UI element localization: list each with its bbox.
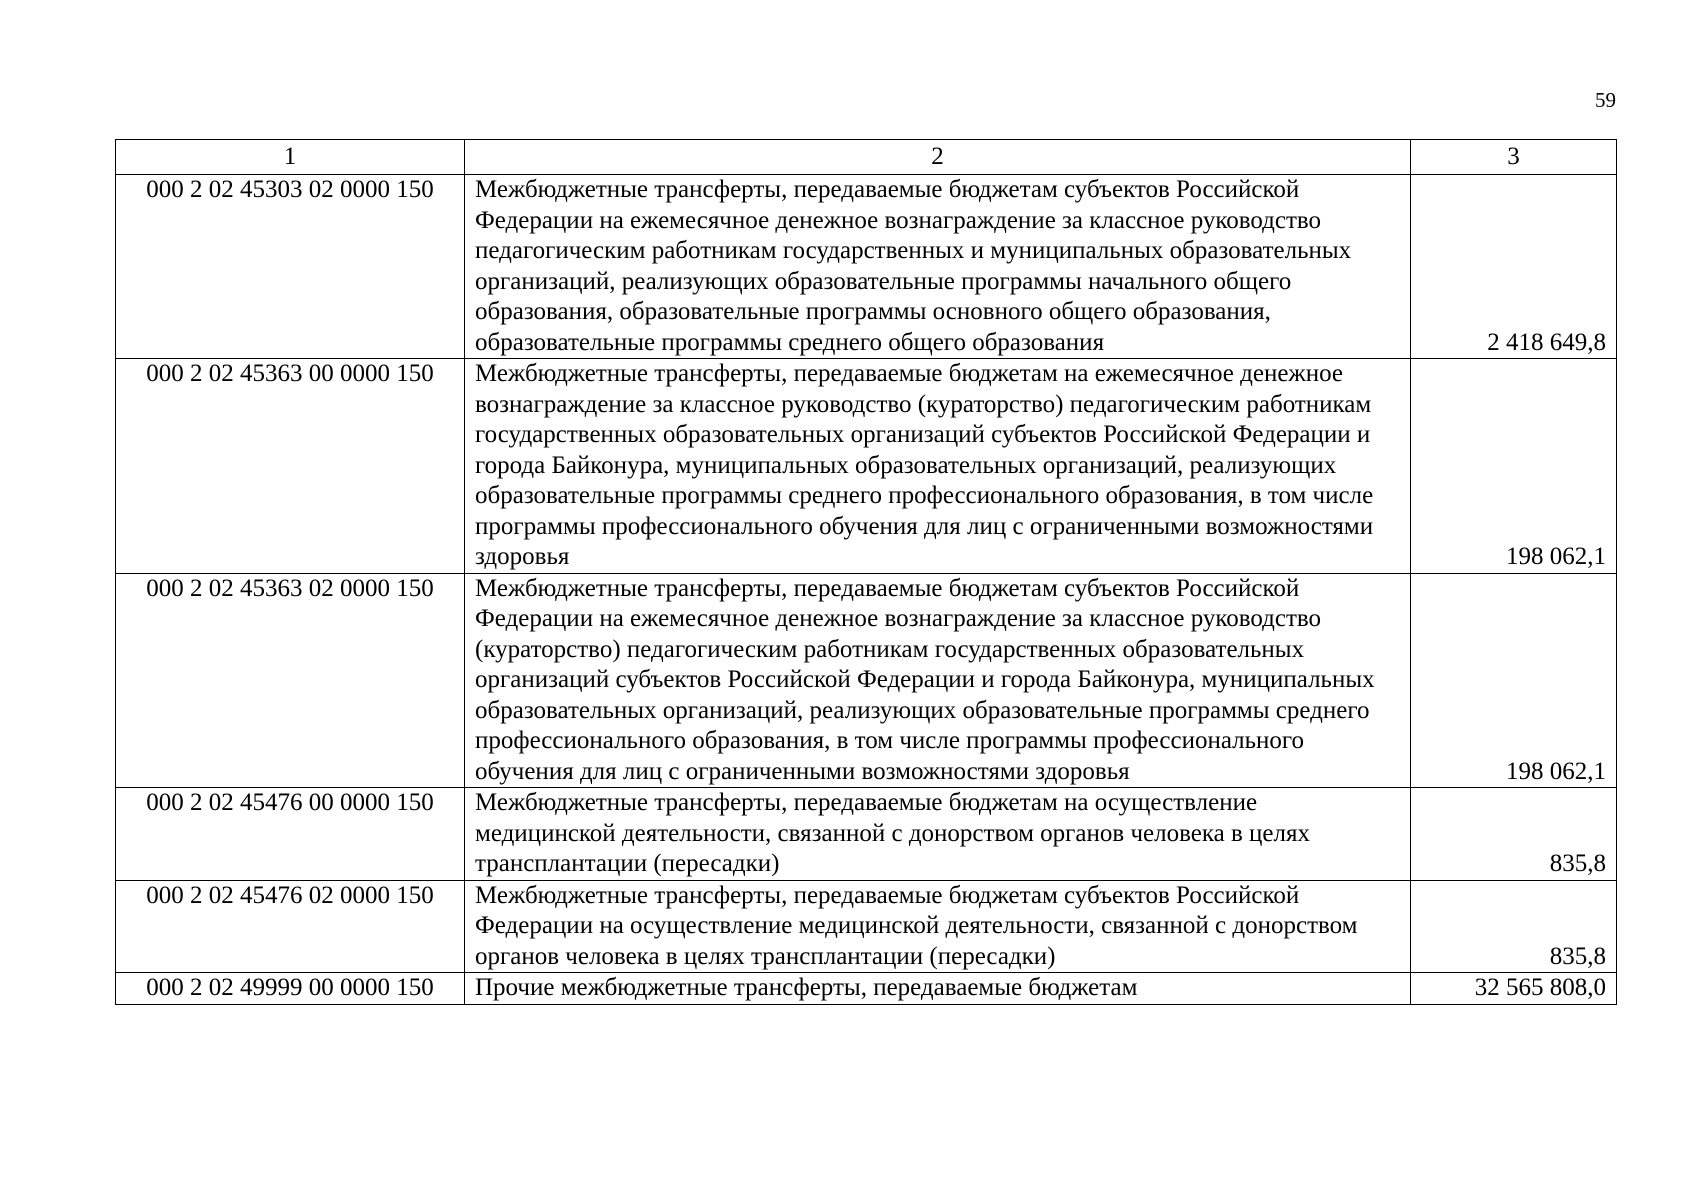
table-row (116, 880, 1617, 973)
budget-code: 000 2 02 49999 00 0000 150 (116, 973, 465, 1005)
budget-code: 000 2 02 45476 02 0000 150 (116, 880, 465, 973)
table-header-row (116, 140, 1617, 175)
budget-amount: 835,8 (1411, 788, 1617, 881)
table-row (116, 573, 1617, 788)
budget-code: 000 2 02 45303 02 0000 150 (116, 175, 465, 359)
page-number: 59 (1595, 88, 1616, 112)
budget-code: 000 2 02 45476 00 0000 150 (116, 788, 465, 881)
table-row (116, 788, 1617, 881)
budget-description: Межбюджетные трансферты, передаваемые бюджетам субъектов Российской Федерации на ежемесячное денежное вознаграждение за классное руководство педагогическим работникам государственных и муниципальных образовательных организаций, реализующих образовательные программы начального общего образования, образовательные программы основного общего образования, образовательные программы среднего общего образования (465, 175, 1411, 359)
budget-code: 000 2 02 45363 00 0000 150 (116, 359, 465, 574)
budget-table (115, 139, 1617, 1005)
budget-description: Межбюджетные трансферты, передаваемые бюджетам субъектов Российской Федерации на осуществление медицинской деятельности, связанной с донорством органов человека в целях трансплантации (пересадки) (465, 880, 1411, 973)
column-header-code: 1 (116, 140, 465, 175)
budget-description: Межбюджетные трансферты, передаваемые бюджетам субъектов Российской Федерации на ежемесячное денежное вознаграждение за классное руководство (кураторство) педагогическим работникам государственных образовательных организаций субъектов Российской Федерации и города Байконура, муниципальных образовательных организаций, реализующих образовательные программы среднего профессионального образования, в том числе программы профессионального обучения для лиц с ограниченными возможностями здоровья (465, 573, 1411, 788)
column-header-description: 2 (465, 140, 1411, 175)
table-row (116, 359, 1617, 574)
budget-description: Межбюджетные трансферты, передаваемые бюджетам на ежемесячное денежное вознаграждение за классное руководство (кураторство) педагогическим работникам государственных образовательных организаций субъектов Российской Федерации и города Байконура, муниципальных образовательных организаций, реализующих образовательные программы среднего профессионального образования, в том числе программы профессионального обучения для лиц с ограниченными возможностями здоровья (465, 359, 1411, 574)
table-row (116, 175, 1617, 359)
budget-amount: 32 565 808,0 (1411, 973, 1617, 1005)
budget-amount: 835,8 (1411, 880, 1617, 973)
budget-amount: 198 062,1 (1411, 359, 1617, 574)
budget-amount: 198 062,1 (1411, 573, 1617, 788)
budget-description: Прочие межбюджетные трансферты, передаваемые бюджетам (465, 973, 1411, 1005)
budget-code: 000 2 02 45363 02 0000 150 (116, 573, 465, 788)
budget-description: Межбюджетные трансферты, передаваемые бюджетам на осуществление медицинской деятельности, связанной с донорством органов человека в целях трансплантации (пересадки) (465, 788, 1411, 881)
table-row (116, 973, 1617, 1005)
column-header-amount: 3 (1411, 140, 1617, 175)
budget-amount: 2 418 649,8 (1411, 175, 1617, 359)
